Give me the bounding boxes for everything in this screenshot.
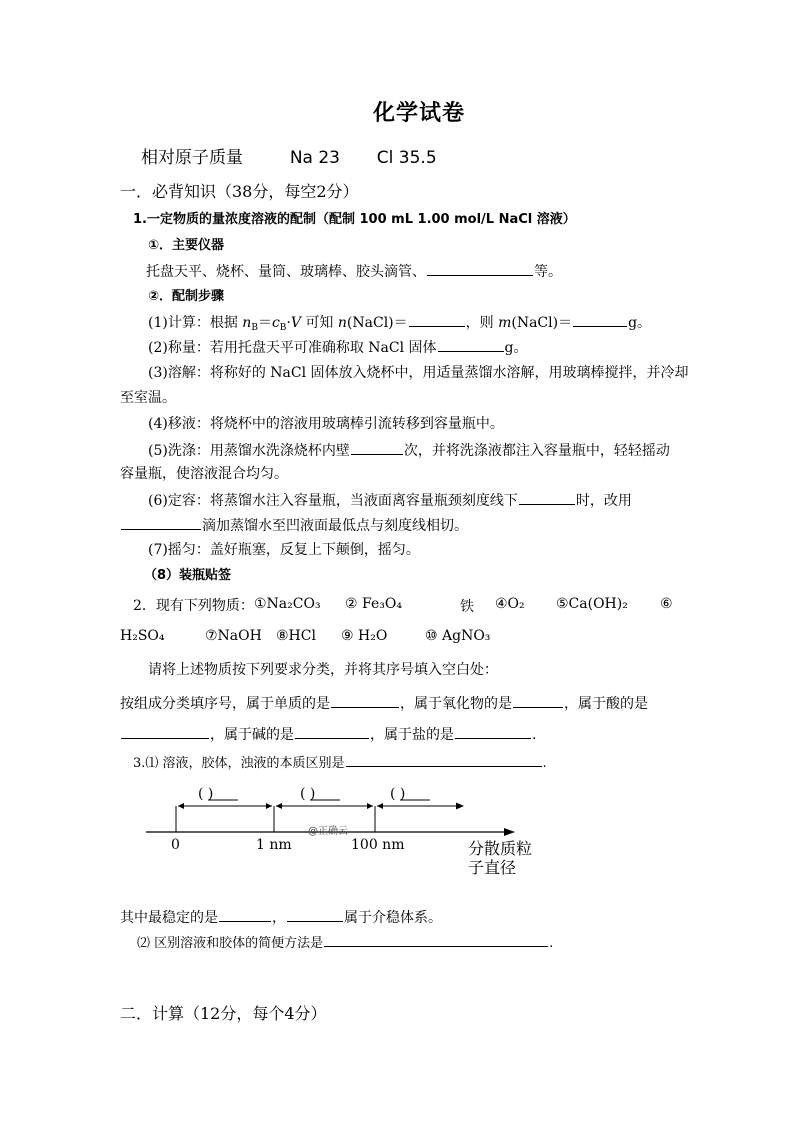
- instrument-blank[interactable]: [427, 261, 533, 276]
- q1-instruments-line: [146, 261, 562, 282]
- fix-text-2: 滴加蒸馏水至凹液面最低点与刻度线相切。: [202, 518, 468, 534]
- formula-nb: $n_B=c_B\cdot V$: [242, 315, 301, 333]
- q2-classify-line-1: [120, 693, 648, 714]
- dissolve-line-1: (3)溶解：将称好的 NaCl 固体放入烧杯中，用适量蒸馏水溶解，用玻璃棒搅拌，并冷却: [148, 365, 689, 381]
- substance-6: H₂SO₄: [120, 628, 165, 644]
- stable-text-a: 其中最稳定的是: [120, 910, 218, 926]
- atomic-mass-cl: Cl 35.5: [376, 148, 437, 168]
- q3-part2-text: ⑵ 区别溶液和胶体的简便方法是: [137, 936, 324, 951]
- bottle-line: （8）装瓶贴签: [144, 568, 232, 583]
- classify-text-c: ，属于酸的是: [564, 696, 648, 712]
- oxide-blank[interactable]: [513, 693, 563, 708]
- substance-3: 铁: [460, 599, 474, 615]
- distinguish-method-blank[interactable]: [324, 932, 548, 947]
- atomic-mass-na: Na 23: [289, 148, 340, 168]
- q3-part2-end: .: [549, 936, 554, 951]
- atomic-mass-label: 相对原子质量: [141, 148, 243, 168]
- most-stable-blank[interactable]: [219, 907, 271, 922]
- substance-5: ⑤Ca(OH)₂: [556, 596, 628, 612]
- q1-title: 1.一定物质的量浓度溶液的配制（配制 100 mL 1.00 mol/L NaCl 溶液）: [133, 212, 576, 227]
- stable-text-c: 属于介稳体系。: [344, 910, 442, 926]
- fix-tool-blank[interactable]: [121, 515, 201, 530]
- section1-heading: 一．必背知识（38分，每空2分）: [120, 182, 359, 201]
- wash-line-1: [148, 440, 670, 461]
- q3-part1-text: 3.⑴ 溶液，胶体，浊液的本质区别是: [133, 756, 345, 771]
- substance-10: ⑩ AgNO₃: [425, 628, 491, 644]
- q3-part1: [133, 752, 547, 774]
- n-nacl-blank[interactable]: [409, 312, 465, 327]
- wash-text-a: (5)洗涤：用蒸馏水洗涤烧杯内壁: [148, 443, 350, 459]
- dissolve-line-2: 至室温。: [120, 390, 176, 406]
- substance-4: ④O₂: [495, 596, 525, 612]
- substance-1: ①Na₂CO₃: [254, 596, 321, 612]
- wash-blank[interactable]: [351, 440, 403, 455]
- m-nacl-blank[interactable]: [573, 312, 627, 327]
- essential-difference-blank[interactable]: [346, 752, 542, 767]
- section2-heading: 二．计算（12分，每个4分）: [120, 1004, 327, 1023]
- substance-8: ⑧HCl: [276, 628, 316, 644]
- calc-text-e: (NaCl)＝: [511, 315, 573, 331]
- calc-text-d: ，则: [465, 315, 499, 331]
- page-title: 化学试卷: [373, 101, 466, 126]
- bracket-blank-2[interactable]: ( ): [300, 786, 316, 802]
- q2-instruction: 请将上述物质按下列要求分类，并将其序号填入空白处：: [148, 662, 498, 678]
- bracket-blank-3[interactable]: ( ): [390, 786, 406, 802]
- weigh-end: g。: [504, 340, 528, 356]
- shake-line: (7)摇匀：盖好瓶塞，反复上下颠倒，摇匀。: [148, 542, 420, 558]
- fix-line-2: [120, 515, 468, 536]
- base-blank[interactable]: [295, 724, 369, 739]
- q2-intro: 2．现有下列物质：: [133, 598, 254, 614]
- symbol-n: n: [337, 315, 347, 331]
- watermark: @正确云: [308, 826, 348, 837]
- classify-text-b: ，属于氧化物的是: [400, 696, 512, 712]
- symbol-m: m: [498, 315, 512, 331]
- q2-classify-line-2: [120, 724, 536, 745]
- fix-distance-blank[interactable]: [519, 490, 575, 505]
- q1-sub2-title: ②．配制步骤: [148, 289, 225, 304]
- q1-instruments-text: 托盘天平、烧杯、量筒、玻璃棒、胶头滴管、: [146, 264, 426, 280]
- q1-sub1-title: ①．主要仪器: [148, 238, 225, 253]
- element-blank[interactable]: [331, 693, 399, 708]
- tick-label-1nm: 1 nm: [256, 837, 292, 853]
- calc-text-a: (1)计算：根据: [148, 315, 243, 331]
- q3-part2: [137, 932, 553, 954]
- axis-arrow: [504, 828, 515, 836]
- q1-weigh-line: [148, 337, 528, 358]
- fix-text-a: (6)定容：将蒸馏水注入容量瓶，当液面离容量瓶颈刻度线下: [148, 493, 518, 509]
- fix-line-1: [148, 490, 632, 511]
- q1-instruments-end: 等。: [534, 264, 562, 280]
- classify-text-f: .: [532, 727, 537, 743]
- metastable-blank[interactable]: [287, 907, 343, 922]
- substance-9: ⑨ H₂O: [341, 628, 388, 644]
- calc-text-c: (NaCl)＝: [346, 315, 408, 331]
- q3-stable-line: [120, 907, 442, 928]
- transfer-line: (4)移液：将烧杯中的溶液用玻璃棒引流转移到容量瓶中。: [148, 416, 504, 432]
- calc-text-b: 可知: [305, 315, 338, 331]
- axis-label-line-1: 分散质粒: [468, 839, 533, 858]
- substance-6-marker: ⑥: [660, 596, 673, 612]
- calc-text-f: g。: [628, 315, 652, 331]
- q3-part1-end: .: [542, 756, 547, 771]
- acid-blank[interactable]: [121, 724, 209, 739]
- classify-text-e: ，属于盐的是: [370, 727, 454, 743]
- tick-label-0: 0: [171, 837, 180, 853]
- stable-text-b: ，: [272, 910, 286, 926]
- tick-label-100nm: 100 nm: [351, 837, 405, 853]
- substance-2: ② Fe₃O₄: [345, 596, 402, 612]
- wash-text-b: 次，并将洗涤液都注入容量瓶中，轻轻摇动: [403, 443, 670, 459]
- wash-line-2: 容量瓶，使溶液混合均匀。: [120, 466, 288, 482]
- salt-blank[interactable]: [455, 724, 531, 739]
- substance-7: ⑦NaOH: [205, 628, 262, 644]
- classify-text-a: 按组成分类填序号，属于单质的是: [120, 696, 330, 712]
- atomic-mass-line: [141, 148, 437, 168]
- weigh-blank[interactable]: [438, 337, 504, 352]
- fix-text-b: 时，改用: [575, 493, 632, 509]
- q1-calc-line: [148, 312, 651, 333]
- bracket-blank-1[interactable]: ( ): [198, 786, 214, 802]
- weigh-text: (2)称量：若用托盘天平可准确称取 NaCl 固体: [148, 340, 437, 356]
- axis-label-line-2: 子直径: [468, 858, 517, 877]
- classify-text-d: ，属于碱的是: [210, 727, 294, 743]
